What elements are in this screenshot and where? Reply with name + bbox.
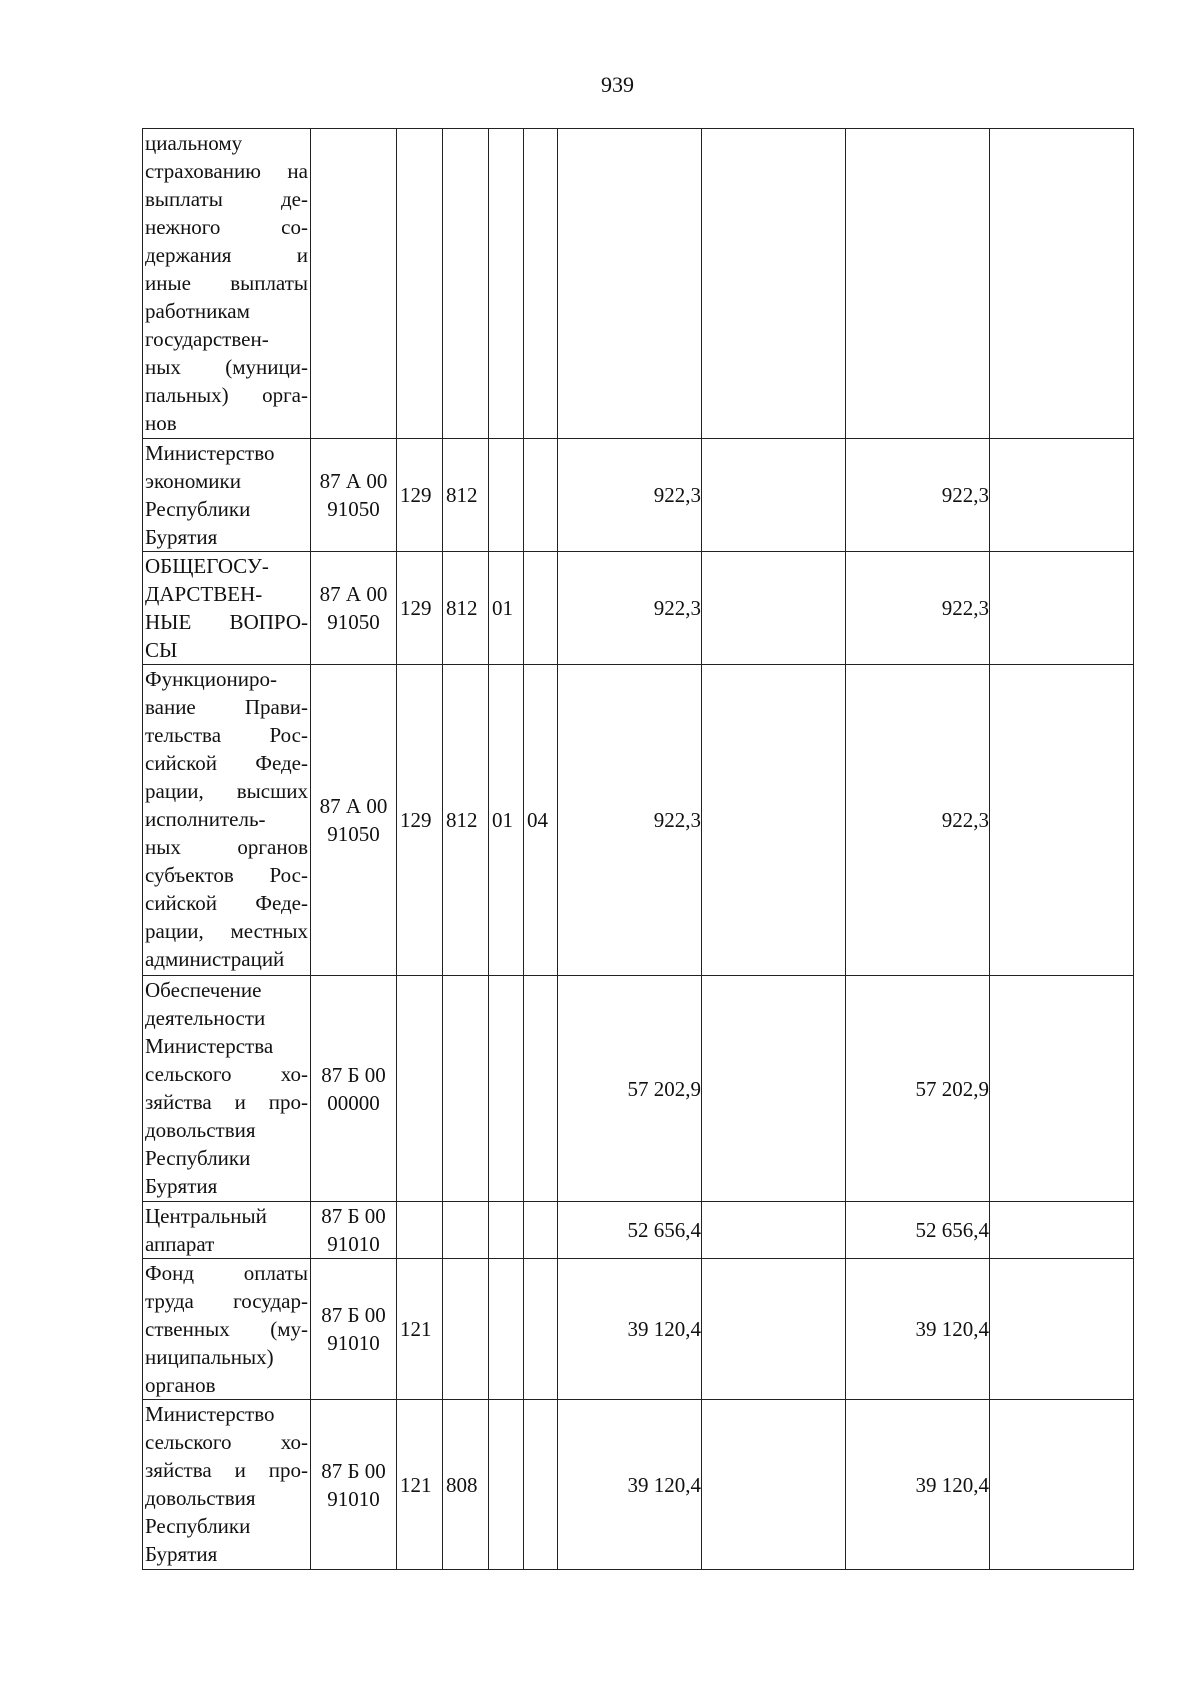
row-name-line: страхованию на [145, 159, 308, 183]
amount-cell-2 [702, 129, 846, 439]
amount-cell-1: 39 120,4 [558, 1259, 702, 1400]
row-name-line: деятельности [145, 1006, 266, 1030]
amount-cell-4 [990, 976, 1134, 1202]
expense-type-cell: 121 [397, 1400, 443, 1570]
table-row [143, 1259, 1134, 1400]
row-name-line: администраций [145, 947, 285, 971]
table-row [143, 439, 1134, 552]
amount-cell-2 [702, 976, 846, 1202]
amount-cell-1: 922,3 [558, 552, 702, 665]
row-name-line: Обеспечение [145, 978, 262, 1002]
amount-cell-2 [702, 552, 846, 665]
target-article-line: 87 А 00 [319, 794, 388, 818]
section-code-cell [489, 1202, 524, 1259]
target-article-line: 87 А 00 [319, 469, 388, 493]
administrator-code-cell: 812 [443, 552, 489, 665]
amount-cell-3: 922,3 [846, 439, 990, 552]
expense-type-cell: 129 [397, 665, 443, 976]
row-name-cell [143, 665, 311, 976]
amount-cell-4 [990, 1202, 1134, 1259]
table-body [143, 129, 1134, 1570]
row-name-line: сельского хо- [145, 1062, 308, 1086]
row-name-line: сийской Феде- [145, 891, 308, 915]
target-article-line: 91010 [327, 1331, 380, 1355]
row-name-cell [143, 1202, 311, 1259]
amount-cell-4 [990, 439, 1134, 552]
row-name-line: сийской Феде- [145, 751, 308, 775]
table-row [143, 1400, 1134, 1570]
expense-type-cell: 129 [397, 552, 443, 665]
target-article-cell [311, 1202, 397, 1259]
administrator-code-cell: 808 [443, 1400, 489, 1570]
row-name-cell [143, 1259, 311, 1400]
section-code-cell [489, 1400, 524, 1570]
subsection-code-cell [524, 1400, 558, 1570]
row-name-line: экономики [145, 469, 241, 493]
amount-cell-1: 922,3 [558, 665, 702, 976]
row-name-cell [143, 976, 311, 1202]
amount-cell-4 [990, 1400, 1134, 1570]
subsection-code-cell [524, 976, 558, 1202]
row-name-line: сельского хо- [145, 1430, 308, 1454]
row-name-line: Министерство [145, 1402, 275, 1426]
subsection-code-cell [524, 1259, 558, 1400]
expense-type-cell: 129 [397, 439, 443, 552]
row-name-line: НЫЕ ВОПРО- [145, 610, 308, 634]
row-name-line: пальных) орга- [145, 383, 308, 407]
target-article-line: 91010 [327, 1486, 380, 1511]
target-article-line: 91050 [327, 610, 380, 634]
row-name-line: ДАРСТВЕН- [145, 582, 263, 606]
row-name-line: Бурятия [145, 525, 218, 549]
target-article-line: 91050 [327, 822, 380, 846]
target-article-cell [311, 1259, 397, 1400]
row-name-line: Министерство [145, 441, 275, 465]
row-name-line: органов [145, 1373, 216, 1397]
section-code-cell [489, 439, 524, 552]
row-name-line: иные выплаты [145, 271, 308, 295]
target-article-cell [311, 1400, 397, 1570]
amount-cell-1: 52 656,4 [558, 1202, 702, 1259]
row-name-line: ОБЩЕГОСУ- [145, 554, 269, 578]
row-name-line: довольствия [145, 1486, 256, 1510]
row-name-line: Центральный [145, 1204, 267, 1228]
section-code-cell [489, 1259, 524, 1400]
amount-cell-4 [990, 1259, 1134, 1400]
row-name-line: СЫ [145, 638, 178, 662]
row-name-line: рации, местных [145, 919, 308, 943]
section-code-cell: 01 [489, 552, 524, 665]
subsection-code-cell [524, 129, 558, 439]
row-name-line: Фонд оплаты [145, 1261, 308, 1285]
section-code-cell [489, 976, 524, 1202]
row-name-line: зяйства и про- [145, 1090, 308, 1114]
row-name-cell [143, 552, 311, 665]
target-article-cell [311, 665, 397, 976]
amount-cell-1: 39 120,4 [558, 1400, 702, 1570]
row-name-line: Республики [145, 497, 251, 521]
target-article-cell [311, 439, 397, 552]
row-name-line: ственных (му- [145, 1317, 308, 1341]
row-name-line: довольствия [145, 1118, 256, 1142]
row-name-cell [143, 439, 311, 552]
amount-cell-1: 922,3 [558, 439, 702, 552]
expense-type-cell: 121 [397, 1259, 443, 1400]
target-article-line: 91050 [327, 497, 380, 521]
amount-cell-3: 52 656,4 [846, 1202, 990, 1259]
row-name-line: циальному [145, 131, 243, 155]
table-row [143, 1202, 1134, 1259]
budget-table [142, 128, 1134, 1570]
row-name-line: нежного со- [145, 215, 308, 239]
target-article-line: 87 А 00 [319, 582, 388, 606]
table-row [143, 665, 1134, 976]
table-row [143, 976, 1134, 1202]
row-name-line: тельства Рос- [145, 723, 308, 747]
section-code-cell [489, 129, 524, 439]
row-name-line: Бурятия [145, 1542, 218, 1566]
row-name-line: аппарат [145, 1232, 215, 1256]
subsection-code-cell [524, 552, 558, 665]
row-name-line: держания и [145, 243, 308, 267]
target-article-line: 87 Б 00 [321, 1062, 386, 1087]
row-name-line: Функциониро- [145, 667, 277, 691]
amount-cell-2 [702, 439, 846, 552]
administrator-code-cell [443, 1259, 489, 1400]
row-name-line: Республики [145, 1146, 251, 1170]
administrator-code-cell: 812 [443, 439, 489, 552]
row-name-line: исполнитель- [145, 807, 266, 831]
row-name-line: государствен- [145, 327, 269, 351]
amount-cell-2 [702, 665, 846, 976]
row-name-line: зяйства и про- [145, 1458, 308, 1482]
row-name-line: работникам [145, 299, 250, 323]
row-name-line: ных органов [145, 835, 308, 859]
subsection-code-cell [524, 1202, 558, 1259]
row-name-line: Министерства [145, 1034, 274, 1058]
amount-cell-3: 57 202,9 [846, 976, 990, 1202]
target-article-line: 87 Б 00 [321, 1458, 386, 1483]
row-name-line: труда государ- [145, 1289, 308, 1313]
target-article-cell [311, 552, 397, 665]
administrator-code-cell [443, 1202, 489, 1259]
administrator-code-cell [443, 129, 489, 439]
subsection-code-cell: 04 [524, 665, 558, 976]
expense-type-cell [397, 1202, 443, 1259]
target-article-line: 87 Б 00 [321, 1303, 386, 1327]
section-code-cell: 01 [489, 665, 524, 976]
row-name-line: ных (муници- [145, 355, 308, 379]
row-name-line: Бурятия [145, 1174, 218, 1198]
row-name-cell [143, 129, 311, 439]
amount-cell-1: 57 202,9 [558, 976, 702, 1202]
amount-cell-2 [702, 1202, 846, 1259]
target-article-cell [311, 129, 397, 439]
amount-cell-3: 39 120,4 [846, 1259, 990, 1400]
row-name-cell [143, 1400, 311, 1570]
administrator-code-cell: 812 [443, 665, 489, 976]
row-name-line: Республики [145, 1514, 251, 1538]
subsection-code-cell [524, 439, 558, 552]
expense-type-cell [397, 976, 443, 1202]
amount-cell-4 [990, 552, 1134, 665]
row-name-line: субъектов Рос- [145, 863, 308, 887]
table-row [143, 129, 1134, 439]
row-name-line: выплаты де- [145, 187, 308, 211]
amount-cell-2 [702, 1259, 846, 1400]
amount-cell-3: 39 120,4 [846, 1400, 990, 1570]
amount-cell-3 [846, 129, 990, 439]
row-name-line: нов [145, 411, 177, 435]
row-name-line: ниципальных) [145, 1345, 274, 1369]
row-name-line: рации, высших [145, 779, 308, 803]
row-name-line: вание Прави- [145, 695, 308, 719]
table-row [143, 552, 1134, 665]
target-article-cell [311, 976, 397, 1202]
administrator-code-cell [443, 976, 489, 1202]
target-article-line: 91010 [327, 1232, 380, 1256]
amount-cell-3: 922,3 [846, 665, 990, 976]
amount-cell-4 [990, 665, 1134, 976]
amount-cell-1 [558, 129, 702, 439]
target-article-line: 00000 [327, 1090, 380, 1115]
target-article-line: 87 Б 00 [321, 1204, 386, 1228]
expense-type-cell [397, 129, 443, 439]
amount-cell-3: 922,3 [846, 552, 990, 665]
amount-cell-2 [702, 1400, 846, 1570]
page-number: 939 [601, 72, 634, 97]
amount-cell-4 [990, 129, 1134, 439]
